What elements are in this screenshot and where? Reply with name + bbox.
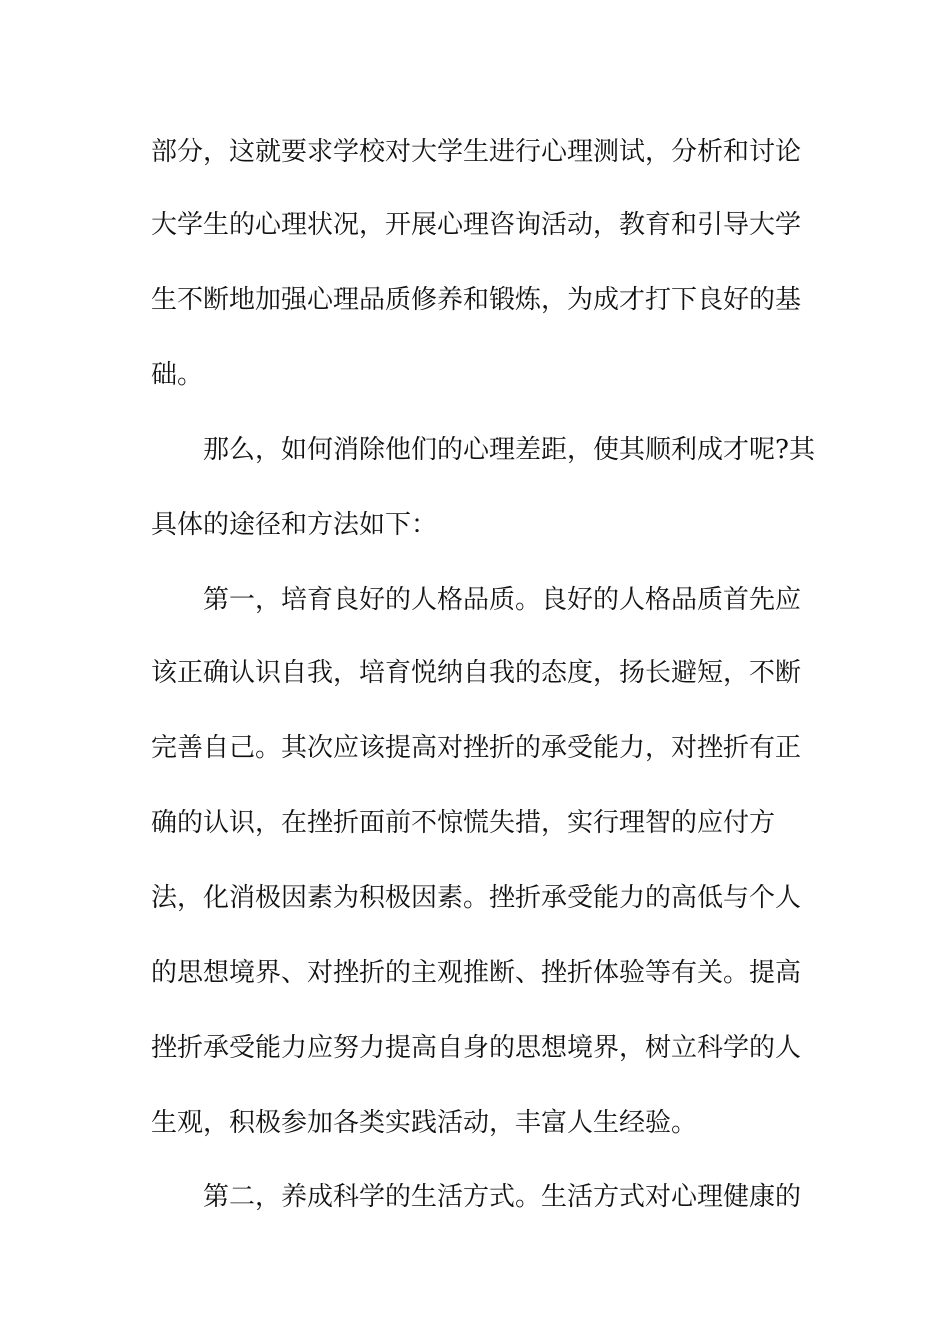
text-line: 部分，这就要求学校对大学生进行心理测试，分析和讨论 [151, 137, 802, 167]
text-line: 具体的途径和方法如下： [151, 510, 438, 540]
text-line: 生不断地加强心理品质修养和锻炼，为成才打下良好的基 [151, 285, 802, 315]
paragraph-first-line: 那么，如何消除他们的心理差距，使其顺利成才呢?其 [203, 435, 815, 465]
paragraph-first-line: 第一，培育良好的人格品质。良好的人格品质首先应 [203, 585, 802, 615]
text-line: 的思想境界、对挫折的主观推断、挫折体验等有关。提高 [151, 958, 802, 988]
text-line: 大学生的心理状况，开展心理咨询活动，教育和引导大学 [151, 210, 802, 240]
text-line: 完善自己。其次应该提高对挫折的承受能力，对挫折有正 [151, 733, 802, 763]
text-line: 生观，积极参加各类实践活动，丰富人生经验。 [151, 1108, 698, 1138]
text-line: 础。 [151, 360, 204, 390]
text-line: 法，化消极因素为积极因素。挫折承受能力的高低与个人 [151, 883, 802, 913]
paragraph-first-line: 第二，养成科学的生活方式。生活方式对心理健康的 [203, 1182, 802, 1212]
text-line: 该正确认识自我，培育悦纳自我的态度，扬长避短，不断 [151, 658, 802, 688]
text-line: 确的认识，在挫折面前不惊慌失措，实行理智的应付方 [151, 808, 776, 838]
text-line: 挫折承受能力应努力提高自身的思想境界，树立科学的人 [151, 1033, 802, 1063]
